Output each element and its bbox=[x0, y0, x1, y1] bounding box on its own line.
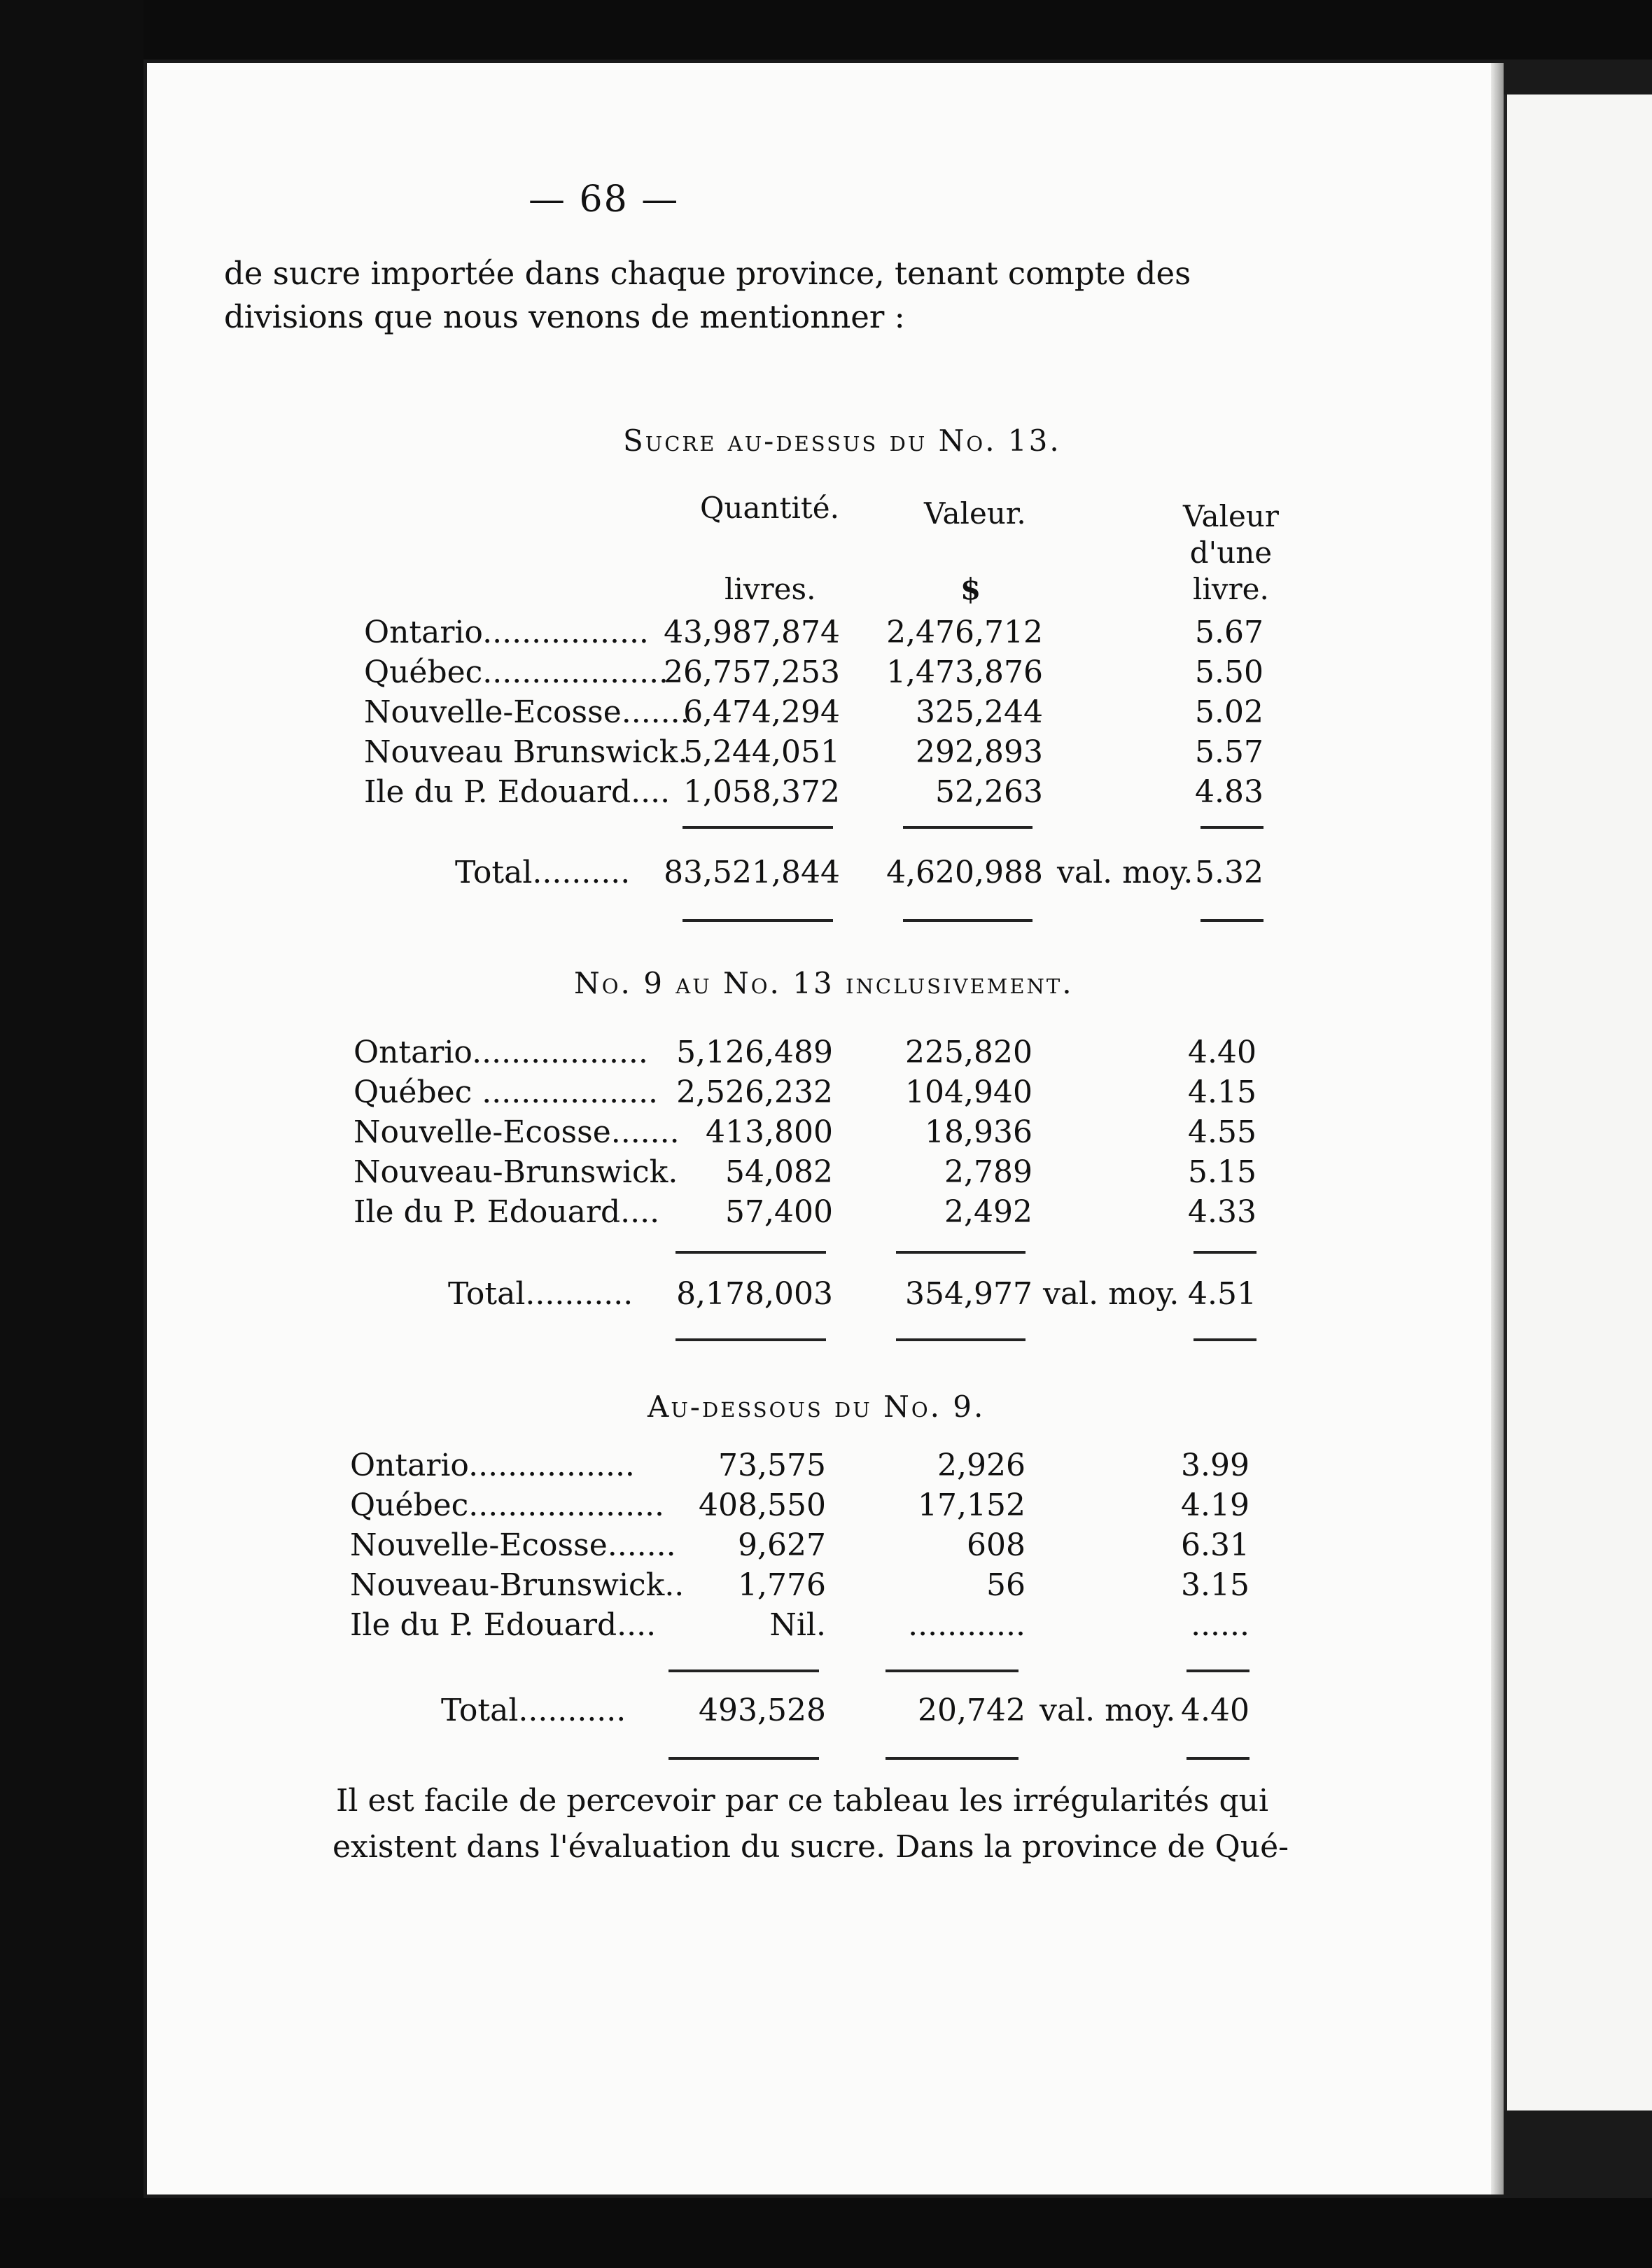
province-name: Ile du P. Edouard.... bbox=[354, 1194, 660, 1230]
quantity-cell: 1,776 bbox=[738, 1567, 826, 1603]
quantity-cell: 2,526,232 bbox=[676, 1074, 833, 1110]
avg-per-pound-cell: 4.40 bbox=[1188, 1035, 1256, 1070]
average-note: val. moy. bbox=[1040, 1693, 1176, 1728]
avg-per-pound-cell: 5.67 bbox=[1195, 615, 1264, 650]
table-rule bbox=[896, 1251, 1026, 1254]
avg-per-pound-cell: 4.83 bbox=[1195, 774, 1264, 810]
table-row bbox=[0, 1192, 1256, 1233]
province-name: Nouveau-Brunswick. bbox=[354, 1154, 678, 1190]
province-name: Nouvelle-Ecosse....... bbox=[354, 1114, 680, 1150]
value-cell: 104,940 bbox=[905, 1074, 1032, 1110]
unit-dollar: $ bbox=[960, 572, 981, 606]
table-rule bbox=[1200, 826, 1264, 829]
book-spine bbox=[1491, 63, 1504, 2194]
section-title: Sucre au-dessus du No. 13. bbox=[623, 424, 1061, 458]
table-rule bbox=[886, 1670, 1018, 1672]
table-rule bbox=[668, 1670, 819, 1672]
unit-livres: livres. bbox=[724, 572, 816, 606]
province-name: Nouveau Brunswick. bbox=[364, 734, 688, 770]
page-number: — 68 — bbox=[528, 178, 680, 220]
column-header-line: d'une bbox=[1189, 536, 1273, 570]
value-cell: ............ bbox=[908, 1607, 1026, 1643]
table-row bbox=[0, 1485, 1250, 1526]
avg-per-pound-cell: 5.50 bbox=[1195, 654, 1264, 690]
value-cell: 1,473,876 bbox=[886, 654, 1043, 690]
total-value: 20,742 bbox=[918, 1693, 1026, 1728]
avg-per-pound-cell: 5.02 bbox=[1195, 694, 1264, 730]
province-name: Nouvelle-Ecosse....... bbox=[364, 694, 690, 730]
avg-per-pound-cell: 4.19 bbox=[1181, 1488, 1250, 1523]
quantity-cell: 5,244,051 bbox=[683, 734, 840, 770]
total-label: Total........... bbox=[448, 1276, 634, 1312]
column-header-valeur: Valeur. bbox=[924, 496, 1026, 531]
table-row bbox=[0, 1605, 1250, 1646]
province-name: Nouvelle-Ecosse....... bbox=[350, 1527, 676, 1563]
table-rule bbox=[682, 826, 833, 829]
avg-per-pound-cell: ...... bbox=[1191, 1607, 1250, 1643]
table-rule bbox=[903, 826, 1032, 829]
column-header-valeur-livre bbox=[1183, 498, 1279, 608]
avg-per-pound-cell: 4.55 bbox=[1188, 1114, 1256, 1150]
intro-line: de sucre importée dans chaque province, tenant compte des bbox=[224, 255, 1191, 292]
column-header-line: Valeur bbox=[1183, 499, 1279, 533]
closing-paragraph bbox=[332, 1778, 1289, 1870]
total-label: Total.......... bbox=[455, 855, 631, 890]
avg-per-pound-cell: 4.15 bbox=[1188, 1074, 1256, 1110]
total-quantity: 8,178,003 bbox=[676, 1276, 833, 1312]
avg-per-pound-cell: 6.31 bbox=[1181, 1527, 1250, 1563]
quantity-cell: 408,550 bbox=[699, 1488, 826, 1523]
average-note: val. moy. bbox=[1043, 1276, 1180, 1312]
value-cell: 608 bbox=[967, 1527, 1026, 1563]
province-name: Québec................... bbox=[364, 654, 669, 690]
total-row bbox=[0, 1274, 1256, 1315]
scan-border-top bbox=[0, 0, 1652, 59]
total-value: 4,620,988 bbox=[886, 855, 1043, 890]
table-row bbox=[0, 732, 1264, 773]
table-rule bbox=[682, 919, 833, 922]
value-cell: 56 bbox=[986, 1567, 1026, 1603]
table-rule bbox=[903, 919, 1032, 922]
avg-per-pound-cell: 3.99 bbox=[1181, 1448, 1250, 1483]
total-label: Total........... bbox=[441, 1693, 626, 1728]
value-cell: 52,263 bbox=[935, 774, 1043, 810]
province-name: Ontario................. bbox=[350, 1448, 635, 1483]
table-rule bbox=[886, 1757, 1018, 1760]
column-header-quantite: Quantité. bbox=[700, 491, 839, 525]
table-rule bbox=[1194, 1338, 1256, 1341]
quantity-cell: 54,082 bbox=[725, 1154, 833, 1190]
value-cell: 225,820 bbox=[905, 1035, 1032, 1070]
province-name: Nouveau-Brunswick.. bbox=[350, 1567, 685, 1603]
table-row bbox=[0, 1072, 1256, 1113]
value-cell: 292,893 bbox=[916, 734, 1043, 770]
province-name: Ontario................. bbox=[364, 615, 649, 650]
intro-paragraph bbox=[224, 252, 1302, 339]
value-cell: 2,789 bbox=[944, 1154, 1032, 1190]
total-value: 354,977 bbox=[905, 1276, 1032, 1312]
table-rule bbox=[676, 1251, 826, 1254]
table-rule bbox=[896, 1338, 1026, 1341]
table-rule bbox=[668, 1757, 819, 1760]
avg-per-pound-cell: 5.57 bbox=[1195, 734, 1264, 770]
avg-per-pound-cell: 5.15 bbox=[1188, 1154, 1256, 1190]
quantity-cell: 43,987,874 bbox=[664, 615, 840, 650]
section-title: No. 9 au No. 13 inclusivement. bbox=[574, 966, 1074, 1000]
quantity-cell: 57,400 bbox=[725, 1194, 833, 1230]
table-rule bbox=[1186, 1670, 1250, 1672]
table-row bbox=[0, 1032, 1256, 1073]
value-cell: 2,926 bbox=[937, 1448, 1026, 1483]
quantity-cell: Nil. bbox=[769, 1607, 826, 1643]
quantity-cell: 26,757,253 bbox=[664, 654, 840, 690]
value-cell: 325,244 bbox=[916, 694, 1043, 730]
table-row bbox=[0, 1446, 1250, 1486]
avg-per-pound-cell: 4.33 bbox=[1188, 1194, 1256, 1230]
quantity-cell: 6,474,294 bbox=[683, 694, 840, 730]
total-average: 4.40 bbox=[1181, 1693, 1250, 1728]
quantity-cell: 5,126,489 bbox=[676, 1035, 833, 1070]
closing-line: Il est facile de percevoir par ce tableau les irrégularités qui bbox=[336, 1783, 1269, 1819]
province-name: Québec.................... bbox=[350, 1488, 665, 1523]
province-name: Ile du P. Edouard.... bbox=[364, 774, 671, 810]
table-row bbox=[0, 1152, 1256, 1193]
total-quantity: 493,528 bbox=[699, 1693, 826, 1728]
facing-page-edge bbox=[1504, 94, 1652, 2110]
table-row bbox=[0, 692, 1264, 733]
value-cell: 18,936 bbox=[925, 1114, 1032, 1150]
total-quantity: 83,521,844 bbox=[664, 855, 840, 890]
avg-per-pound-cell: 3.15 bbox=[1181, 1567, 1250, 1603]
intro-line: divisions que nous venons de mentionner : bbox=[224, 298, 905, 335]
total-row bbox=[0, 853, 1264, 893]
table-row bbox=[0, 772, 1264, 813]
total-average: 5.32 bbox=[1195, 855, 1264, 890]
quantity-cell: 73,575 bbox=[718, 1448, 826, 1483]
average-note: val. moy. bbox=[1057, 855, 1194, 890]
scan-border-bottom bbox=[0, 2198, 1652, 2268]
value-cell: 17,152 bbox=[918, 1488, 1026, 1523]
table-row bbox=[0, 1112, 1256, 1153]
total-row bbox=[0, 1690, 1250, 1731]
quantity-cell: 9,627 bbox=[738, 1527, 826, 1563]
table-row bbox=[0, 1525, 1250, 1566]
closing-line: existent dans l'évaluation du sucre. Dans la province de Qué- bbox=[332, 1829, 1289, 1865]
column-header-line: livre. bbox=[1193, 572, 1269, 606]
province-name: Ontario.................. bbox=[354, 1035, 648, 1070]
value-cell: 2,492 bbox=[944, 1194, 1032, 1230]
table-rule bbox=[1194, 1251, 1256, 1254]
province-name: Québec .................. bbox=[354, 1074, 659, 1110]
quantity-cell: 413,800 bbox=[706, 1114, 833, 1150]
value-cell: 2,476,712 bbox=[886, 615, 1043, 650]
total-average: 4.51 bbox=[1188, 1276, 1256, 1312]
table-rule bbox=[676, 1338, 826, 1341]
section-title: Au-dessous du No. 9. bbox=[648, 1390, 986, 1424]
table-row bbox=[0, 652, 1264, 693]
province-name: Ile du P. Edouard.... bbox=[350, 1607, 657, 1643]
table-rule bbox=[1186, 1757, 1250, 1760]
table-row bbox=[0, 612, 1264, 653]
table-row bbox=[0, 1565, 1250, 1606]
quantity-cell: 1,058,372 bbox=[683, 774, 840, 810]
table-rule bbox=[1200, 919, 1264, 922]
